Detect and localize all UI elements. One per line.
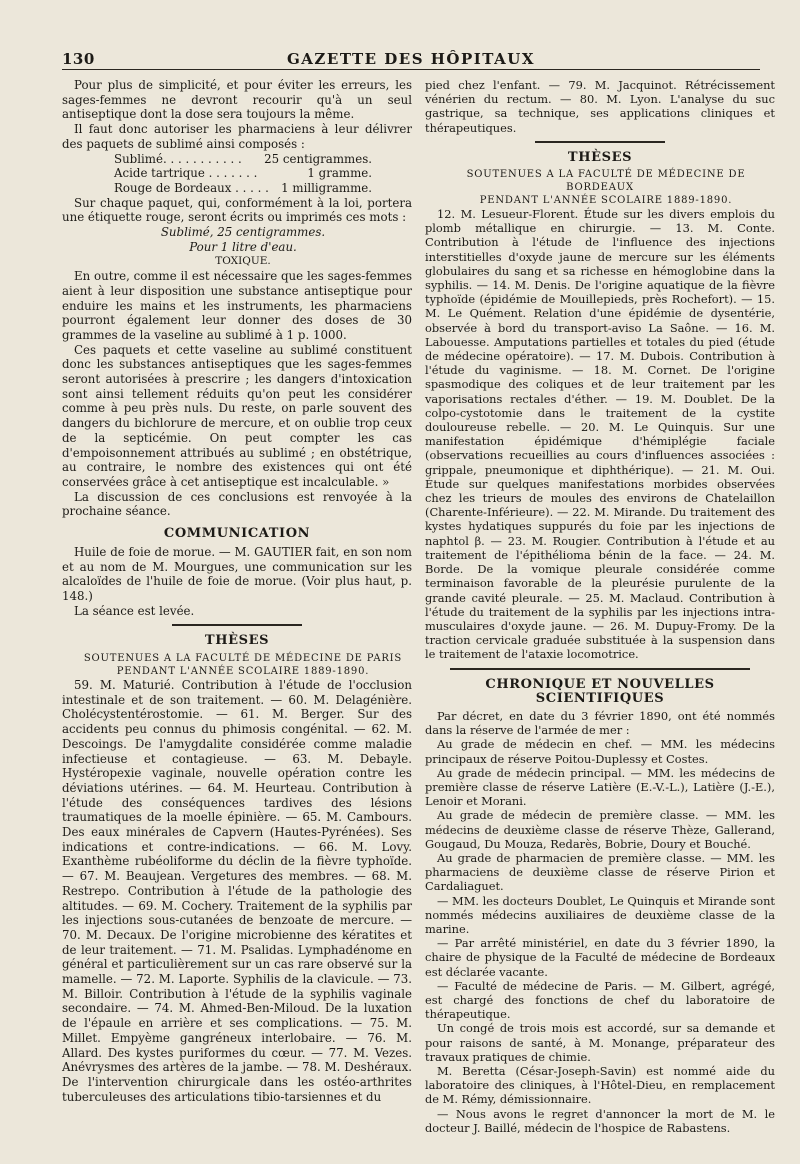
- separator: [172, 624, 302, 626]
- separator: [535, 141, 665, 143]
- prescription-line: [62, 166, 412, 181]
- news-item: Au grade de pharmacien de première classe. — MM. les pharmaciens de deuxième classe de réserve Pirion et Cardaliaguet.: [425, 850, 775, 894]
- paragraph: Ces paquets et cette vaseline au sublimé constituent donc les substances antiseptiques que les sages-femmes seront autorisées à prescrire ; les dangers d'intoxication sont ainsi tellement réduits qu'on peut les considérer comme à peu près nuls. Du reste, on parle souvent des dangers du bichlorure de mercure, et on oublie trop ceux de la septicémie. On peut compter les cas d'empoisonnement attribués au sublimé ; en obstétrique, au contraire, le nombre des existences qui ont été conservées grâce à cet antiseptique est incalculable. »: [62, 342, 412, 489]
- left-column: [62, 78, 412, 1104]
- paragraph: Huile de foie de morue. — M. GAUTIER fait, en son nom et au nom de M. Mourgues, une communication sur les alcaloïdes de l'huile de foie de morue. (Voir plus haut, p. 148.): [62, 544, 412, 603]
- section-heading: CHRONIQUE ET NOUVELLES SCIENTIFIQUES: [485, 676, 715, 706]
- prescription-ingredient: Acide tartrique . . . . . . .: [114, 166, 258, 181]
- news-item: — Faculté de médecine de Paris. — M. Gilbert, agrégé, est chargé des fonctions de chef du laboratoire de thérapeutique.: [425, 978, 775, 1022]
- news-item: — Par arrêté ministériel, en date du 3 février 1890, la chaire de physique de la Faculté de médecine de Bordeaux est déclarée vacante.: [425, 936, 775, 979]
- paragraph: Pour plus de simplicité, et pour éviter les erreurs, les sages-femmes ne devront recourir qu'à un seul antiseptique dont la dose sera toujours la même.: [62, 78, 412, 122]
- theses-list: 59. M. Maturié. Contribution à l'étude de l'occlusion intestinale et de son traitement. — 60. M. Delagénière. Cholécystentérostomie. — 61. M. Berger. Sur des accidents peu connus du phimosis congénital. — 62. M. Descoings. De l'amygdalite considérée comme maladie infectieuse et contagieuse. — 63. M. Debayle. Hystéropexie vaginale, nouvelle opération contre les déviations utérines. — 64. M. Heurteau. Contribution à l'étude des conséquences tardives des lésions traumatiques de la moelle épinière. — 65. M. Cambours. Des eaux minérales de Capvern (Hautes-Pyrénées). Ses indications et contre-indications. — 66. M. Lovy. Exanthème rubéoliforme du déclin de la fièvre typhoïde. — 67. M. Beaujean. Vergetures des membres. — 68. M. Restrepo. Contribution à l'étude de la pathologie des altitudes. — 69. M. Cochery. Traitement de la syphilis par les injections sous-cutanées de benzoate de mercure. — 70. M. Decaux. De l'origine microbienne des kératites et de leur traitement. — 71. M. Psalidas. Lymphadénome en général et particulièrement sur un cas rare observé sur la mamelle. — 72. M. Laporte. Syphilis de la clavicule. — 73. M. Billoir. Contribution à l'étude de la syphilis vaginale secondaire. — 74. M. Ahmed-Ben-Miloud. De la luxation de l'épaule en arrière et ses complications. — 75. M. Millet. Empyème gangréneux interlobaire. — 76. M. Allard. Des kystes puriformes du cœur. — 77. M. Vezes. Anévrysmes des artères de la jambe. — 78. M. Deshéraux. De l'intervention chirurgicale dans les ostéo-arthrites tuberculeuses des articulations tibio-tarsiennes et du: [62, 678, 412, 1104]
- theses-list: 12. M. Lesueur-Florent. Étude sur les divers emplois du plomb métallique en chirurgie. — 13. M. Conte. Contribution à l'étude de l'influence des injections interstitielles d'oxyde jaune de mercure sur les éléments globulaires du sang et sa richesse en hémoglobine dans la syphilis. — 14. M. Denis. De l'origine aquatique de la fièvre typhoïde (épidémie de Mouillepieds, près Rochefort). — 15. M. Le Quément. Relation d'une épidémie de dysentérie, observée à bord du transport-aviso La Saône. — 16. M. Labouesse. Amputations partielles et totales du pied (étude de médecine opératoire). — 17. M. Dubois. Contribution à l'étude du vaginisme. — 18. M. Cornet. De l'origine spasmodique des coliques et de leur traitement par les vaporisations rectales d'éther. — 19. M. Doublet. De la colpo-cystotomie dans le traitement de la cystite douloureuse rebelle. — 20. M. Le Quinquis. Sur une manifestation épidémique d'hémiplégie faciale (observations recueillies au cours d'influences associées : grippale, pneumonique et diphthérique). — 21. M. Oui. Étude sur quelques manifestations morbides observées chez les trieurs de moules des environs de Chatelaillon (Charente-Inférieure). — 22. M. Mirande. Du traitement des kystes hydatiques suppurés du foie par les injections de naphtol β. — 23. M. Rougier. Contribution à l'étude et au traitement de l'épithélioma bénin de la face. — 24. M. Borde. De la vomique pleurale considérée comme terminaison favorable de la pleurésie purulente de la grande cavité pleurale. — 25. M. Maclaud. Contribution à l'étude du traitement de la syphilis par les injections intra-musculaires d'oxyde jaune. — 26. M. Dupuy-Fromy. De la traction cervicale graduée substituée à la suspension dans le traitement de l'ataxie locomotrice.: [425, 207, 775, 662]
- header-rule: [62, 69, 760, 70]
- prescription-amount: 1 gramme.: [307, 166, 372, 181]
- paragraph: La séance est levée.: [74, 603, 195, 618]
- section-subheading: PENDANT L'ANNÉE SCOLAIRE 1889-1890.: [116, 666, 370, 678]
- right-column: [425, 78, 775, 1135]
- paragraph: Il faut donc autoriser les pharmaciens à leur délivrer des paquets de sublimé ainsi composés :: [62, 122, 412, 151]
- prescription-ingredient: Rouge de Bordeaux . . . . .: [114, 180, 269, 195]
- prescription-amount: 1 milligramme.: [281, 180, 372, 195]
- paragraph: En outre, comme il est nécessaire que les sages-femmes aient à leur disposition une substance antiseptique pour enduire les mains et les instruments, les pharmaciens pourront également leur donner des doses de 30 grammes de la vaseline au sublimé à 1 p. 1000.: [62, 269, 412, 342]
- prescription-line: [62, 152, 412, 167]
- section-subheading: SOUTENUES A LA FACULTÉ DE MÉDECINE DE BORDEAUX: [466, 169, 746, 194]
- section-subheading: SOUTENUES A LA FACULTÉ DE MÉDECINE DE PARIS: [83, 653, 403, 665]
- news-item: Un congé de trois mois est accordé, sur sa demande et pour raisons de santé, à M. Monange, préparateur des travaux pratiques de chimie.: [425, 1021, 775, 1064]
- paragraph: pied chez l'enfant. — 79. M. Jacquinot. Rétrécissement vénérien du rectum. — 80. M. Lyon. L'analyse du suc gastrique, sa technique, ses applications cliniques et thérapeutiques.: [425, 78, 775, 135]
- section-heading: THÈSES: [567, 149, 633, 165]
- journal-title: GAZETTE DES HÔPITAUX: [286, 50, 535, 68]
- label-text: Pour 1 litre d'eau.: [189, 239, 297, 254]
- separator: [450, 668, 750, 670]
- label-text: Sublimé, 25 centigrammes.: [160, 225, 326, 240]
- prescription-amount: 25 centigrammes.: [264, 151, 372, 166]
- news-item: M. Beretta (César-Joseph-Savin) est nommé aide du laboratoire des cliniques, à l'Hôtel-Dieu, en remplacement de M. Rémy, démissionnaire.: [425, 1064, 775, 1107]
- news-item: Par décret, en date du 3 février 1890, ont été nommés dans la réserve de l'armée de mer :: [425, 708, 775, 738]
- paragraph: Sur chaque paquet, qui, conformément à la loi, portera une étiquette rouge, seront écrits ou imprimés ces mots :: [62, 195, 412, 225]
- news-item: Au grade de médecin de première classe. — MM. les médecins de deuxième classe de réserve Thèze, Gallerand, Gougaud, Du Mouza, Redarès, Bobrie, Doury et Bouché.: [425, 808, 775, 851]
- prescription-line: [62, 181, 412, 196]
- label-toxique: TOXIQUE.: [215, 255, 271, 268]
- section-subheading: PENDANT L'ANNÉE SCOLAIRE 1889-1890.: [479, 195, 733, 207]
- news-item: Au grade de médecin en chef. — MM. les médecins principaux de réserve Poitou-Duplessy et Costes.: [425, 737, 775, 766]
- news-item: — MM. les docteurs Doublet, Le Quinquis et Mirande sont nommés médecins auxiliaires de deuxième classe de la marine.: [425, 893, 775, 936]
- paragraph: La discussion de ces conclusions est renvoyée à la prochaine séance.: [62, 489, 412, 519]
- news-item: Au grade de médecin principal. — MM. les médecins de première classe de réserve Latière (E.-V.-L.), Latière (J.-E.), Lenoir et Morani.: [425, 765, 775, 809]
- prescription-ingredient: Sublimé. . . . . . . . . . .: [114, 151, 242, 166]
- page-number: 130: [62, 50, 95, 68]
- section-heading: COMMUNICATION: [163, 526, 311, 542]
- news-item: — Nous avons le regret d'annoncer la mort de M. le docteur J. Baillé, médecin de l'hospice de Rabastens.: [425, 1106, 775, 1135]
- section-heading: THÈSES: [204, 633, 270, 649]
